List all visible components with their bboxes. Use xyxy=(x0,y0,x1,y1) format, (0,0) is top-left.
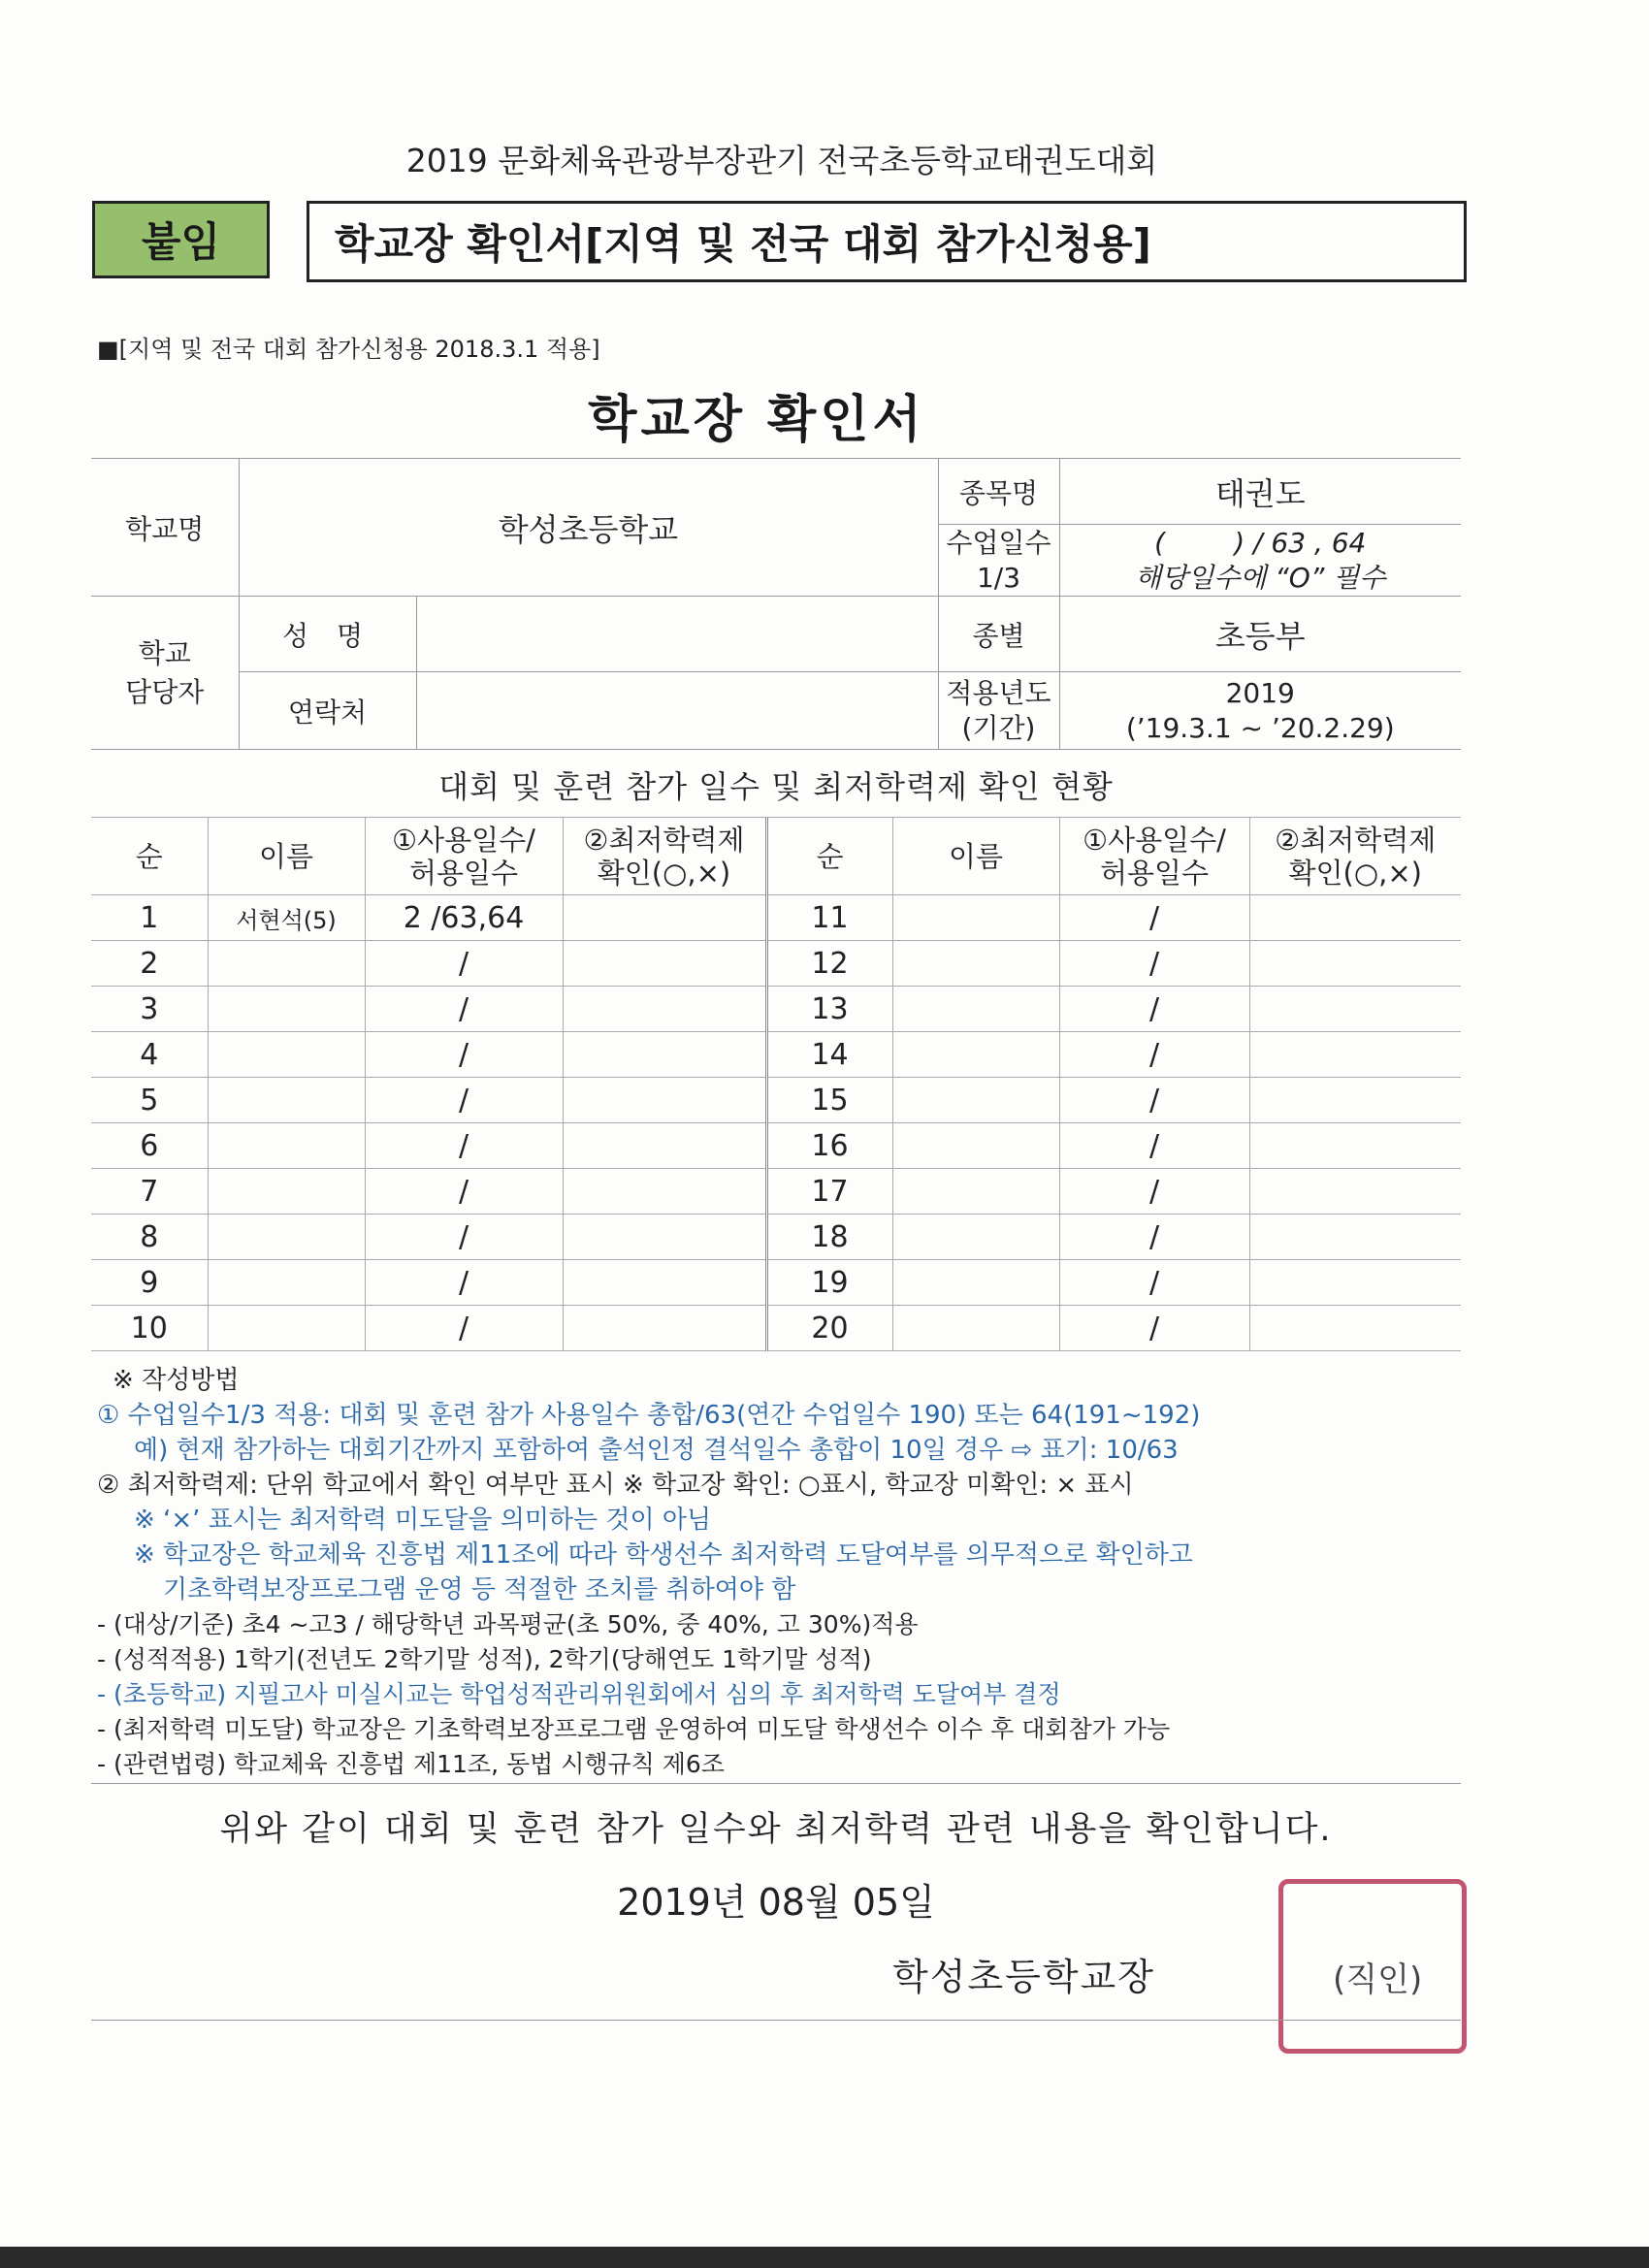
scan-edge xyxy=(0,2247,1649,2268)
row-no: 20 xyxy=(766,1306,892,1351)
header-no: 순 xyxy=(91,818,208,895)
row-check xyxy=(1249,1215,1461,1260)
row-days: / xyxy=(365,1123,563,1169)
header-days xyxy=(365,818,563,895)
header-days-1: ①사용일수/ xyxy=(392,823,535,857)
note-item: ※ ‘×’ 표시는 최저학력 미도달을 의미하는 것이 아님 xyxy=(134,1506,712,1535)
bottom-divider xyxy=(91,2020,1461,2021)
standard-note: ■[지역 및 전국 대회 참가신청용 2018.3.1 적용] xyxy=(97,336,600,363)
row-days: / xyxy=(365,1215,563,1260)
participation-table xyxy=(91,817,1461,1351)
year-value-2: (’19.3.1 ~ ’20.2.29) xyxy=(1125,711,1395,744)
year-value-1: 2019 xyxy=(1225,676,1295,709)
class-days-label xyxy=(938,525,1059,597)
class-days-value xyxy=(1059,525,1461,597)
table-row xyxy=(91,1215,1461,1260)
row-check xyxy=(563,1215,766,1260)
row-no: 7 xyxy=(91,1169,208,1215)
stamp-label: (직인) xyxy=(1333,1960,1423,1999)
row-check xyxy=(1249,941,1461,987)
row-no: 3 xyxy=(91,987,208,1032)
row-name xyxy=(208,1123,365,1169)
attachment-title: 학교장 확인서[지역 및 전국 대회 참가신청용] xyxy=(307,201,1467,282)
row-check xyxy=(1249,1123,1461,1169)
row-name xyxy=(208,1260,365,1306)
row-days: / xyxy=(365,941,563,987)
row-days: / xyxy=(365,1306,563,1351)
table-row xyxy=(91,1169,1461,1215)
attachment-badge: 붙임 xyxy=(92,201,270,278)
row-days: / xyxy=(365,1169,563,1215)
header-name-2: 이름 xyxy=(892,818,1059,895)
note-item: 기초학력보장프로그램 운영 등 적절한 조치를 취하여야 함 xyxy=(163,1575,796,1604)
row-check xyxy=(563,1032,766,1078)
row-no: 4 xyxy=(91,1032,208,1078)
participation-title: 대회 및 훈련 참가 일수 및 최저학력제 확인 현황 xyxy=(438,768,1114,805)
row-check xyxy=(563,1169,766,1215)
row-name xyxy=(892,1078,1059,1123)
header-academic-2: 확인(○,×) xyxy=(597,856,731,890)
header-days-2col xyxy=(1059,818,1249,895)
row-days: / xyxy=(365,1078,563,1123)
note-item: - (초등학교) 지필고사 미실시교는 학업성적관리위원회에서 심의 후 최저학력 도달여부 결정 xyxy=(97,1680,1061,1708)
row-name xyxy=(892,1215,1059,1260)
class-days-label-1: 수업일수 xyxy=(946,526,1051,559)
row-days: / xyxy=(1059,1123,1249,1169)
class-days-label-2: 1/3 xyxy=(976,561,1021,594)
row-days: / xyxy=(1059,895,1249,941)
row-name xyxy=(892,1260,1059,1306)
table-row xyxy=(91,941,1461,987)
row-name xyxy=(208,941,365,987)
note-item: - (성적적용) 1학기(전년도 2학기말 성적), 2학기(당해연도 1학기말 성적) xyxy=(97,1645,872,1673)
person-name-label: 성 명 xyxy=(239,597,416,672)
row-days: / xyxy=(1059,1215,1249,1260)
row-name xyxy=(892,895,1059,941)
note-item: - (관련법령) 학교체육 진흥법 제11조, 동법 시행규칙 제6조 xyxy=(97,1750,725,1778)
class-days-value-1: ( ) / 63 , 64 xyxy=(1154,526,1367,559)
division-value: 초등부 xyxy=(1059,597,1461,672)
school-name-value: 학성초등학교 xyxy=(239,459,938,597)
year-label-2: (기간) xyxy=(961,711,1036,744)
header-days-2b: 허용일수 xyxy=(1099,856,1210,890)
row-days: 2 /63,64 xyxy=(365,895,563,941)
note-item: ② 최저학력제: 단위 학교에서 확인 여부만 표시 ※ 학교장 확인: ○표시, 학교장 미확인: × 표시 xyxy=(97,1471,1134,1500)
row-no: 17 xyxy=(766,1169,892,1215)
principal-signature: 학성초등학교장 xyxy=(892,1956,1155,1998)
row-name xyxy=(208,987,365,1032)
row-check xyxy=(1249,1078,1461,1123)
row-no: 9 xyxy=(91,1260,208,1306)
contact-label-1: 학교 xyxy=(138,636,191,669)
note-item: 예) 현재 참가하는 대회기간까지 포함하여 출석인정 결석일수 총합이 10일 경우 ⇨ 표기: 10/63 xyxy=(134,1436,1179,1465)
table-row xyxy=(91,1306,1461,1351)
row-name xyxy=(208,1169,365,1215)
row-name xyxy=(892,1123,1059,1169)
contact-label xyxy=(91,597,239,750)
row-no: 18 xyxy=(766,1215,892,1260)
row-no: 19 xyxy=(766,1260,892,1306)
row-days: / xyxy=(1059,1169,1249,1215)
table-row xyxy=(91,987,1461,1032)
row-name xyxy=(892,1169,1059,1215)
row-days: / xyxy=(1059,1306,1249,1351)
class-days-value-2: 해당일수에 “O” 필수 xyxy=(1135,561,1386,594)
header-academic-2b: 확인(○,×) xyxy=(1288,856,1422,890)
row-no: 1 xyxy=(91,895,208,941)
row-name xyxy=(892,987,1059,1032)
row-no: 5 xyxy=(91,1078,208,1123)
row-name xyxy=(208,1215,365,1260)
row-days: / xyxy=(1059,1078,1249,1123)
row-name xyxy=(892,1032,1059,1078)
row-check xyxy=(563,895,766,941)
event-title: 2019 문화체육관광부장관기 전국초등학교태권도대회 xyxy=(405,142,1158,179)
issue-date: 2019년 08월 05일 xyxy=(617,1881,935,1924)
row-name xyxy=(208,1078,365,1123)
header-name: 이름 xyxy=(208,818,365,895)
row-check xyxy=(563,987,766,1032)
row-no: 10 xyxy=(91,1306,208,1351)
row-check xyxy=(563,1260,766,1306)
division-label: 종별 xyxy=(938,597,1059,672)
row-no: 2 xyxy=(91,941,208,987)
contact-label-2: 담당자 xyxy=(125,675,205,708)
row-name xyxy=(892,941,1059,987)
note-heading: ※ 작성방법 xyxy=(113,1366,240,1395)
row-days: / xyxy=(1059,1260,1249,1306)
header-no-2: 순 xyxy=(766,818,892,895)
row-check xyxy=(1249,895,1461,941)
row-no: 15 xyxy=(766,1078,892,1123)
note-item: ① 수업일수1/3 적용: 대회 및 훈련 참가 사용일수 총합/63(연간 수업일수 190) 또는 64(191~192) xyxy=(97,1401,1201,1430)
sport-label: 종목명 xyxy=(938,459,1059,525)
row-name xyxy=(892,1306,1059,1351)
row-check xyxy=(563,1123,766,1169)
info-table xyxy=(91,458,1461,750)
header-academic-1b: ②최저학력제 xyxy=(1275,823,1437,857)
row-check xyxy=(1249,1260,1461,1306)
header-academic-2col xyxy=(1249,818,1461,895)
row-days: / xyxy=(365,987,563,1032)
row-name xyxy=(208,1306,365,1351)
divider xyxy=(91,1783,1461,1784)
row-check xyxy=(1249,1032,1461,1078)
row-check xyxy=(1249,1306,1461,1351)
phone-label: 연락처 xyxy=(239,672,416,750)
row-no: 11 xyxy=(766,895,892,941)
row-days: / xyxy=(1059,1032,1249,1078)
table-row xyxy=(91,1260,1461,1306)
sport-value: 태권도 xyxy=(1059,459,1461,525)
row-name: 서현석(5) xyxy=(208,895,365,941)
table-row xyxy=(91,895,1461,941)
row-check xyxy=(1249,987,1461,1032)
row-days: / xyxy=(365,1260,563,1306)
confirmation-text: 위와 같이 대회 및 훈련 참가 일수와 최저학력 관련 내용을 확인합니다. xyxy=(219,1810,1333,1849)
row-days: / xyxy=(1059,941,1249,987)
row-no: 8 xyxy=(91,1215,208,1260)
row-no: 13 xyxy=(766,987,892,1032)
phone-value xyxy=(416,672,938,750)
row-no: 14 xyxy=(766,1032,892,1078)
person-name-value xyxy=(416,597,938,672)
instructions xyxy=(97,1363,1474,1782)
row-check xyxy=(563,1306,766,1351)
table-row xyxy=(91,1123,1461,1169)
row-check xyxy=(563,941,766,987)
row-days: / xyxy=(365,1032,563,1078)
row-days: / xyxy=(1059,987,1249,1032)
year-value xyxy=(1059,672,1461,750)
year-label-1: 적용년도 xyxy=(946,676,1051,709)
row-name xyxy=(208,1032,365,1078)
note-item: ※ 학교장은 학교체육 진흥법 제11조에 따라 학생선수 최저학력 도달여부를 의무적으로 확인하고 xyxy=(134,1540,1193,1570)
year-label xyxy=(938,672,1059,750)
row-no: 6 xyxy=(91,1123,208,1169)
table-row xyxy=(91,1078,1461,1123)
row-no: 12 xyxy=(766,941,892,987)
header-days-1b: ①사용일수/ xyxy=(1083,823,1226,857)
row-check xyxy=(563,1078,766,1123)
note-item: - (최저학력 미도달) 학교장은 기초학력보장프로그램 운영하여 미도달 학생선수 이수 후 대회참가 가능 xyxy=(97,1715,1171,1743)
header-academic-1: ②최저학력제 xyxy=(583,823,745,857)
table-row xyxy=(91,1032,1461,1078)
row-check xyxy=(1249,1169,1461,1215)
note-item: - (대상/기준) 초4 ~고3 / 해당학년 과목평균(초 50%, 중 40%, 고 30%)적용 xyxy=(97,1610,919,1638)
row-no: 16 xyxy=(766,1123,892,1169)
school-name-label: 학교명 xyxy=(91,459,239,597)
header-academic xyxy=(563,818,766,895)
header-days-2: 허용일수 xyxy=(408,856,519,890)
document-title: 학교장 확인서 xyxy=(588,391,925,449)
